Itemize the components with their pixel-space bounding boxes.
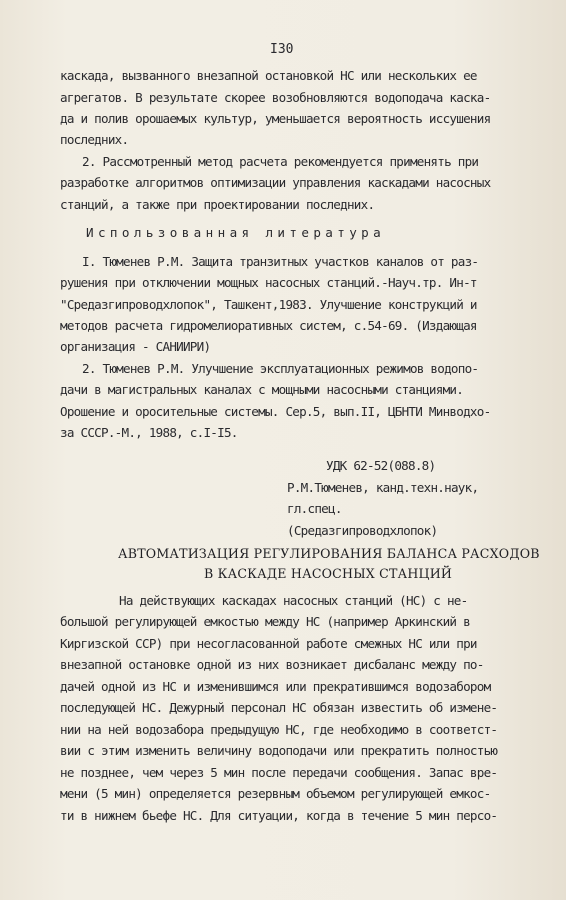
reference-2-line: дачи в магистральных каналах с мощными насосными станциями. xyxy=(60,382,464,397)
body-line: вии с этим изменить величину водоподачи или прекратить полностью xyxy=(60,743,498,758)
page-number: I30 xyxy=(270,42,294,57)
reference-2-line: 2. Тюменев Р.М. Улучшение эксплуатационных режимов водопо- xyxy=(82,361,479,376)
body-line: последующей НС. Дежурный персонал НС обязан известить об измене- xyxy=(60,700,498,715)
article-title-line: АВТОМАТИЗАЦИЯ РЕГУЛИРОВАНИЯ БАЛАНСА РАСХОДОВ xyxy=(118,546,540,561)
reference-2-line: Орошение и оросительные системы. Сер.5, вып.II, ЦБНТИ Минводхо- xyxy=(60,404,491,419)
reference-1-line: I. Тюменев Р.М. Защита транзитных участков каналов от раз- xyxy=(82,254,479,269)
paragraph-1-line: последних. xyxy=(60,132,129,147)
reference-2-line: за СССР.-М., 1988, с.I-I5. xyxy=(60,425,238,440)
body-line: Киргизской ССР) при несогласованной работе смежных НС или при xyxy=(60,636,477,651)
body-line: большой регулирующей емкостью между НС (например Аркинский в xyxy=(60,614,470,629)
body-line: ти в нижнем бьефе НС. Для ситуации, когда в течение 5 мин персо- xyxy=(60,808,498,823)
article-title-line: В КАСКАДЕ НАСОСНЫХ СТАНЦИЙ xyxy=(204,566,453,581)
paragraph-1-line: агрегатов. В результате скорее возобновляются водоподача каска- xyxy=(60,90,491,105)
body-line: не позднее, чем через 5 мин после передачи сообщения. Запас вре- xyxy=(60,765,498,780)
body-line: внезапной остановке одной из них возникает дисбаланс между по- xyxy=(60,657,484,672)
paragraph-2-line: станций, а также при проектировании последних. xyxy=(60,197,375,212)
paragraph-1-line: каскада, вызванного внезапной остановкой НС или нескольких ее xyxy=(60,68,477,83)
paragraph-2-line: 2. Рассмотренный метод расчета рекомендуется применять при xyxy=(82,154,479,169)
reference-1-line: "Средазгипроводхлопок", Ташкент,1983. Улучшение конструкций и xyxy=(60,297,477,312)
paragraph-1-line: да и полив орошаемых культур, уменьшается вероятность иссушения xyxy=(60,111,491,126)
body-line: На действующих каскадах насосных станций (НС) с не- xyxy=(119,593,468,608)
udk-code: УДК 62-52(088.8) xyxy=(326,458,436,473)
literature-heading: И с п о л ь з о в а н н а я л и т е р а т у р а xyxy=(86,225,380,240)
reference-1-line: организация - САНИИРИ) xyxy=(60,339,211,354)
body-line: нии на ней водозабора предыдущую НС, где необходимо в соответст- xyxy=(60,722,498,737)
body-line: дачей одной из НС и изменившимся или прекратившимся водозабором xyxy=(60,679,491,694)
author-line: Р.М.Тюменев, канд.техн.наук, xyxy=(287,480,479,495)
body-line: мени (5 мин) определяется резервным объемом регулирующей емкос- xyxy=(60,786,491,801)
author-line: (Средазгипроводхлопок) xyxy=(287,523,438,538)
author-line: гл.спец. xyxy=(287,501,342,516)
paragraph-2-line: разработке алгоритмов оптимизации управления каскадами насосных xyxy=(60,175,491,190)
reference-1-line: методов расчета гидромелиоративных систем, с.54-69. (Издающая xyxy=(60,318,477,333)
reference-1-line: рушения при отключении мощных насосных станций.-Науч.тр. Ин-т xyxy=(60,275,477,290)
